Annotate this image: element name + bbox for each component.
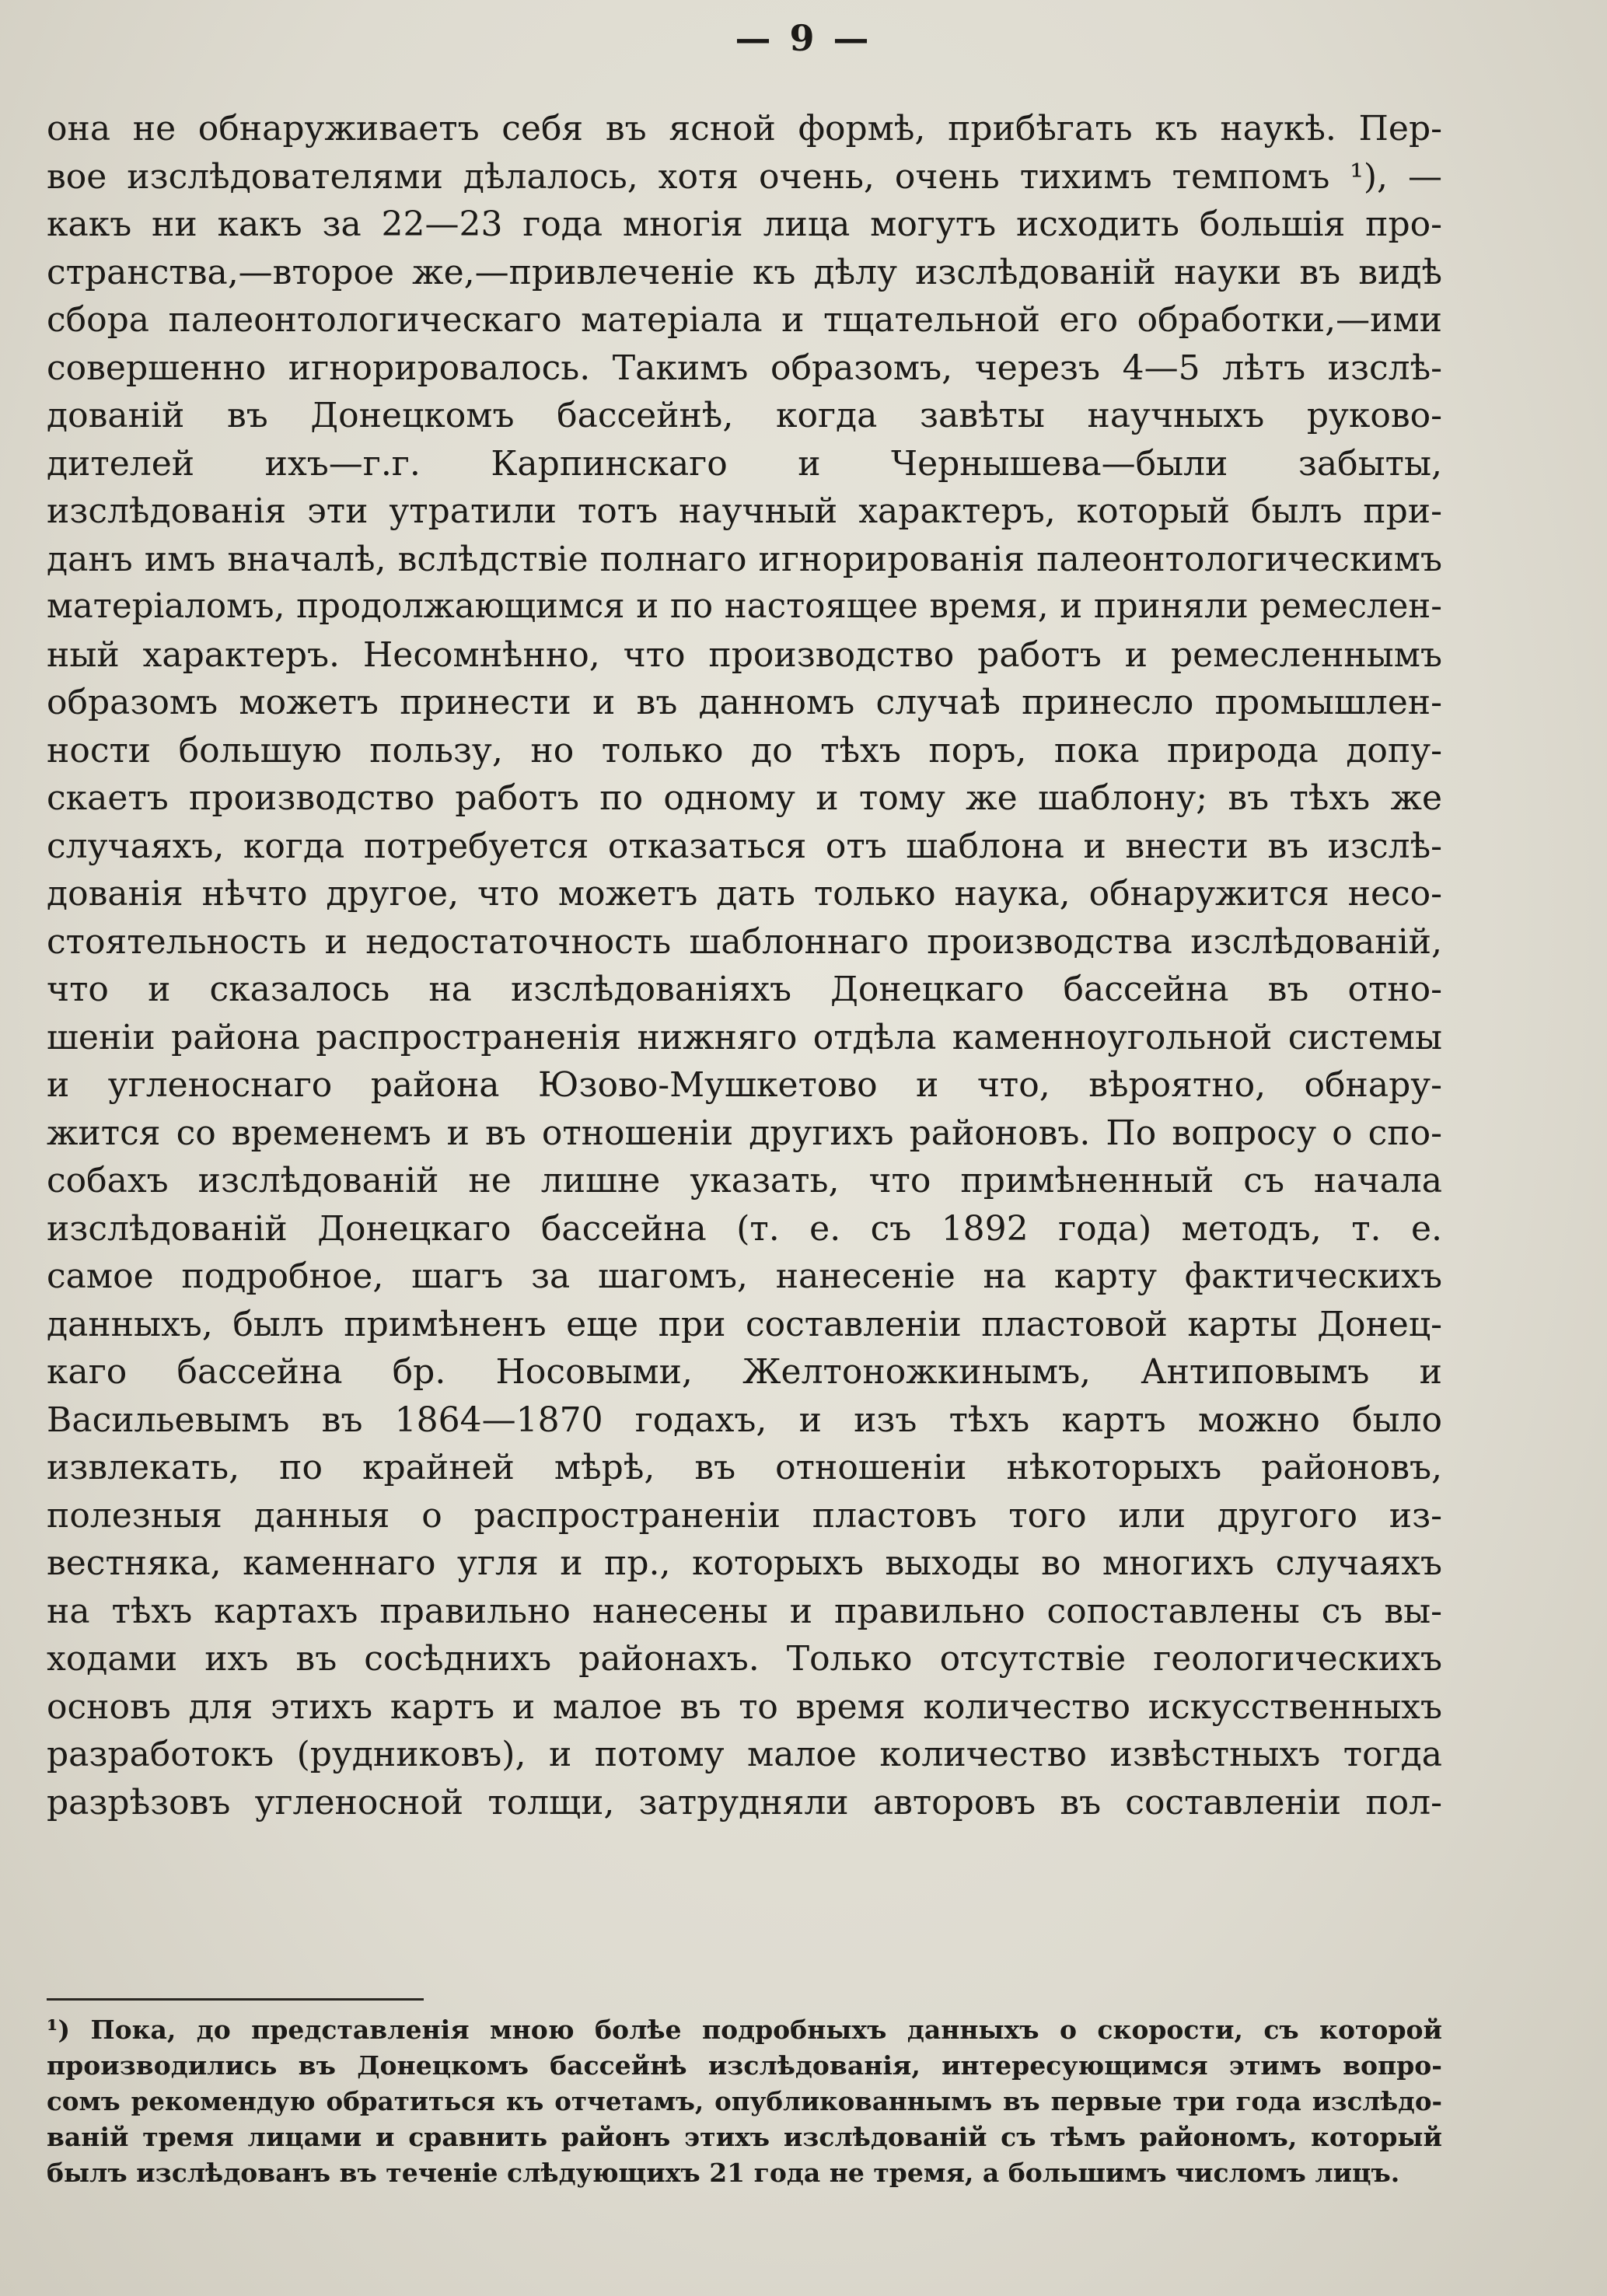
body-line: странства,—второе же,—привлеченіе къ дѣлу изслѣдованій науки въ видѣ: [47, 252, 1442, 292]
body-line: и угленоснаго района Юзово-Мушкетово и что, вѣроятно, обнару-: [47, 1065, 1442, 1105]
body-line: что и сказалось на изслѣдованіяхъ Донецкаго бассейна въ отно-: [47, 970, 1442, 1009]
body-line: дованія нѣчто другое, что можетъ дать только наука, обнаружится несо-: [47, 874, 1442, 914]
body-line: ходами ихъ въ сосѣднихъ районахъ. Только отсутствіе геологическихъ: [47, 1639, 1442, 1679]
page-number: — 9 —: [735, 17, 872, 59]
body-line: вестняка, каменнаго угля и пр., которыхъ выходы во многихъ случаяхъ: [47, 1543, 1442, 1583]
body-line: жится со временемъ и въ отношеніи другихъ районовъ. По вопросу о спо-: [47, 1113, 1442, 1153]
body-line: Васильевымъ въ 1864—1870 годахъ, и изъ тѣхъ картъ можно было: [47, 1400, 1442, 1440]
body-line: матеріаломъ, продолжающимся и по настоящее время, и приняли ремеслен-: [47, 587, 1442, 626]
body-line: изслѣдованія эти утратили тотъ научный характеръ, который былъ при-: [47, 491, 1442, 531]
body-line: самое подробное, шагъ за шагомъ, нанесеніе на карту фактическихъ: [47, 1256, 1442, 1296]
body-line: дителей ихъ—г.г. Карпинскаго и Чернышева—были забыты,: [47, 443, 1442, 484]
body-line: разрѣзовъ угленосной толщи, затрудняли авторовъ въ составленіи пол-: [47, 1782, 1442, 1822]
body-line: собахъ изслѣдованій не лишне указать, что примѣненный съ начала: [47, 1161, 1442, 1200]
body-line: стоятельность и недостаточность шаблоннаго производства изслѣдованій,: [47, 921, 1442, 962]
footnote-line: ¹) Пока, до представленія мною болѣе подробныхъ данныхъ о скорости, съ которой: [47, 2015, 1442, 2045]
body-line: сбора палеонтологическаго матеріала и тщательной его обработки,—ими: [47, 300, 1442, 340]
footnote-line: сомъ рекомендую обратиться къ отчетамъ, опубликованнымъ въ первые три года изслѣдо-: [47, 2086, 1442, 2116]
body-line: изслѣдованій Донецкаго бассейна (т. е. съ 1892 года) методъ, т. е.: [47, 1208, 1442, 1249]
body-line: ности большую пользу, но только до тѣхъ поръ, пока природа допу-: [47, 730, 1442, 771]
body-line: полезныя данныя о распространеніи пластовъ того или другого из-: [47, 1495, 1442, 1536]
footnote-line: производились въ Донецкомъ бассейнѣ изслѣдованія, интересующимся этимъ вопро-: [47, 2050, 1442, 2081]
body-line: какъ ни какъ за 22—23 года многія лица могутъ исходить большія про-: [47, 204, 1442, 244]
body-line: извлекать, по крайней мѣрѣ, въ отношеніи нѣкоторыхъ районовъ,: [47, 1448, 1442, 1487]
body-line: разработокъ (рудниковъ), и потому малое количество извѣстныхъ тогда: [47, 1735, 1442, 1774]
body-line: образомъ можетъ принести и въ данномъ случаѣ принесло промышлен-: [47, 683, 1442, 722]
body-line: скаетъ производство работъ по одному и тому же шаблону; въ тѣхъ же: [47, 778, 1442, 818]
body-line: основъ для этихъ картъ и малое въ то время количество искусственныхъ: [47, 1686, 1442, 1727]
body-line: шеніи района распространенія нижняго отдѣла каменноугольной системы: [47, 1017, 1442, 1057]
body-text: [47, 105, 1442, 1826]
body-line: вое изслѣдователями дѣлалось, хотя очень, очень тихимъ темпомъ ¹), —: [47, 156, 1442, 197]
body-line: данныхъ, былъ примѣненъ еще при составленіи пластовой карты Донец-: [47, 1304, 1442, 1344]
body-line: ный характеръ. Несомнѣнно, что производство работъ и ремесленнымъ: [47, 634, 1442, 675]
body-line: каго бассейна бр. Носовыми, Желтоножкинымъ, Антиповымъ и: [47, 1352, 1442, 1392]
footnote-line: ваній тремя лицами и сравнить районъ этихъ изслѣдованій съ тѣмъ райономъ, который: [47, 2122, 1442, 2152]
body-line: дованій въ Донецкомъ бассейнѣ, когда завѣты научныхъ руково-: [47, 396, 1442, 435]
body-line: она не обнаруживаетъ себя въ ясной формѣ, прибѣгать къ наукѣ. Пер-: [47, 109, 1442, 149]
footnote-separator: [47, 1998, 424, 2001]
body-line: случаяхъ, когда потребуется отказаться отъ шаблона и внести въ изслѣ-: [47, 826, 1442, 866]
body-line: совершенно игнорировалось. Такимъ образомъ, черезъ 4—5 лѣтъ изслѣ-: [47, 348, 1442, 388]
body-line: данъ имъ вначалѣ, вслѣдствіе полнаго игнорированія палеонтологическимъ: [47, 539, 1442, 579]
footnote: [47, 2012, 1442, 2191]
body-line: на тѣхъ картахъ правильно нанесены и правильно сопоставлены съ вы-: [47, 1591, 1442, 1631]
footnote-line: былъ изслѣдованъ въ теченіе слѣдующихъ 21 года не тремя, а большимъ числомъ лицъ.: [47, 2158, 1400, 2188]
